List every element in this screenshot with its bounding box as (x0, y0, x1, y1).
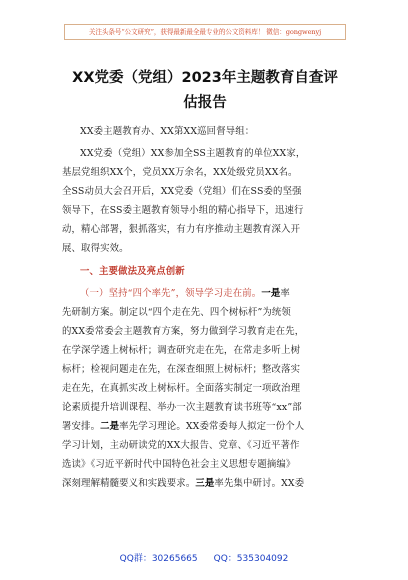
paragraph-line: XX党委（党组）XX参加全SS主题教育的单位XX家， (80, 148, 306, 159)
paragraph-line: 展、取得实效。 (62, 243, 129, 254)
ordinal-label: 二是 (100, 421, 120, 432)
top-banner: 关注头条号“公文研究”，获得最新最全最专业的公文资料库！ 微信：gongwenyj (64, 24, 346, 40)
paragraph-line: 论素质提升培训课程、举办一次主题教育读书班等“xx”部 (62, 402, 302, 413)
ordinal-label: 三是 (195, 478, 215, 489)
paragraph-line: 的XX委常委会主题教育方案，努力做到学习教育走在先， (62, 326, 305, 337)
section-heading: 一、主要做法及亮点创新 (80, 266, 185, 277)
paragraph-line (62, 420, 304, 434)
subsection-heading: （一）坚持“四个率先”，领导学习走在前。 (80, 288, 262, 299)
line-head: 署安排。 (62, 421, 101, 432)
line-tail: 率先集中研讨。XX委 (214, 478, 305, 489)
paragraph-line: 领导下，在SS委主题教育领导小组的精心指导下，迅速行 (62, 205, 304, 216)
paragraph-line: 先研制方案。制定以“四个走在先、四个树标杆”为统领 (62, 307, 291, 318)
paragraph-line: 学习计划，主动研读党的XX大报告、党章、《习近平著作 (62, 440, 300, 451)
paragraph-line: 动，精心部署，狠抓落实，有力有序推动主题教育深入开 (62, 224, 301, 235)
footer-qq-group: QQ群：30265665 (119, 554, 198, 564)
footer-qq: QQ：535304092 (213, 554, 289, 564)
paragraph-line: 基层党组织XX个，党员XX万余名，XX处级党员XX名。 (62, 167, 298, 178)
paragraph-line (80, 287, 290, 301)
addressee-line: XX委主题教育办、XX第XX巡回督导组： (80, 126, 255, 137)
footer-contacts (0, 551, 408, 564)
page-title-line-2: 估报告 (183, 95, 227, 111)
line-tail: 率 (280, 288, 290, 299)
paragraph-line: 标杆；检视问题走在先，在深查细照上树标杆；整改落实 (62, 364, 301, 375)
paragraph-line: 选读》《习近平新时代中国特色社会主义思想专题摘编》 (62, 459, 296, 470)
page-title-line-1: XX党委（党组）2023年主题教育自查评 (72, 70, 338, 86)
ordinal-label: 一是 (261, 288, 281, 299)
line-tail: 率先学习理论。XX委常委每人拟定一份个人 (119, 421, 305, 432)
paragraph-line: 走在先，在真抓实改上树标杆。全面落实制定一项政治理 (62, 383, 301, 394)
line-head: 深刻理解精髓要义和实践要求。 (62, 478, 196, 489)
paragraph-line: 在学深学透上树标杆；调查研究走在先，在常走多听上树 (62, 345, 301, 356)
paragraph-line (62, 477, 304, 491)
paragraph-line: 全SS动员大会召开后，XX党委（党组）们在SS委的坚强 (62, 186, 302, 197)
